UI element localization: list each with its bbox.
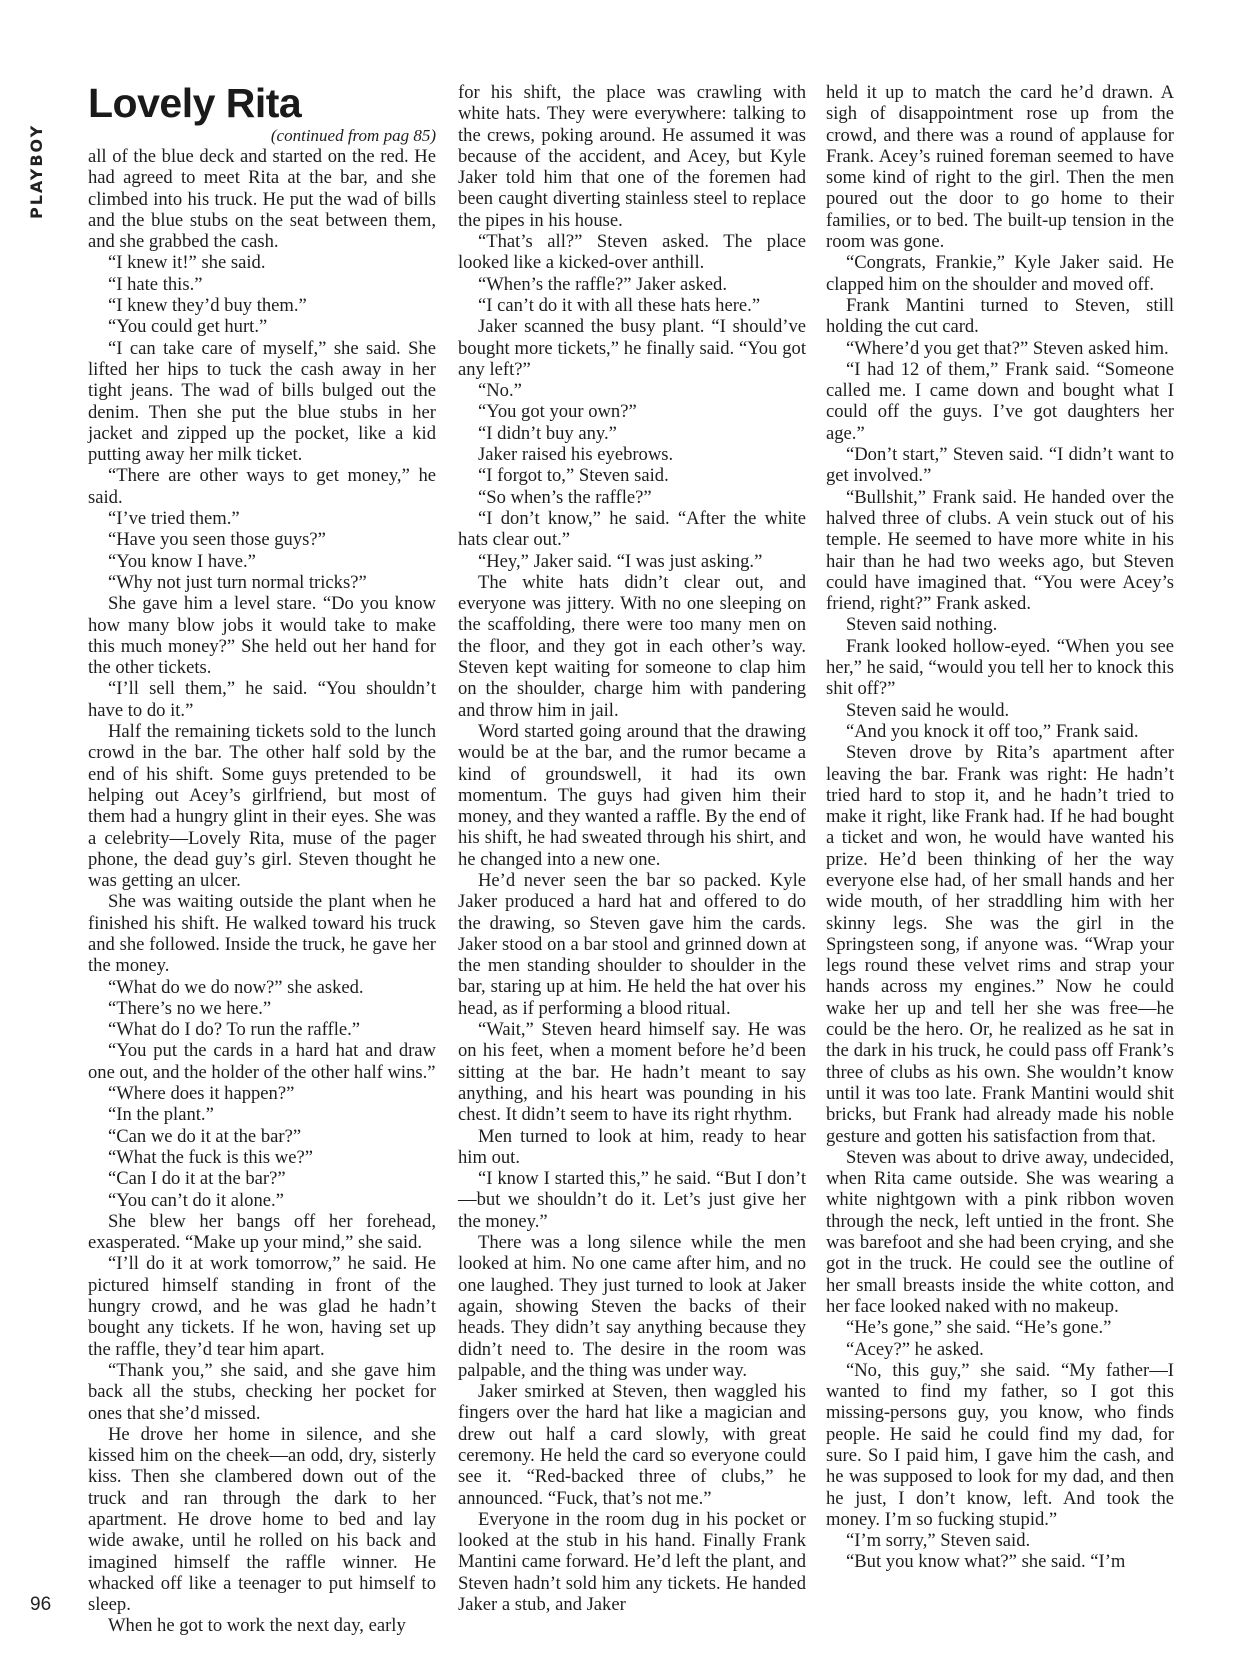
article-column-3	[826, 82, 1174, 1573]
paragraph: “I knew it!” she said.	[108, 252, 266, 274]
paragraph: Men turned to look at him, ready to hear him out.	[458, 1125, 806, 1168]
paragraph: “I hate this.”	[108, 273, 203, 295]
column-3-body	[826, 82, 1174, 1573]
paragraph: She blew her bangs off her forehead, exasperated. “Make up your mind,” she said.	[88, 1210, 436, 1254]
paragraph: “Hey,” Jaker said. “I was just asking.”	[478, 550, 763, 572]
paragraph: She gave him a level stare. “Do you know how many blow jobs it would take to make this much money?” She held out her hand for the other tickets.	[88, 593, 436, 679]
paragraph: Half the remaining tickets sold to the lunch crowd in the bar. The other half sold by the end of his shift. Some guys pretended to be helping out Acey’s girlfriend, but most of them had a hungry glint in their eyes. She was a celebrity—Lovely Rita, muse of the pager phone, the dead guy’s girl. Steven thought he was getting an ulcer.	[88, 721, 436, 892]
magazine-side-label: PLAYBOY	[27, 123, 46, 219]
paragraph: “Bullshit,” Frank said. He handed over the halved three of clubs. A vein stuck out of his temple. He seemed to have more white in his hair than he had two weeks ago, but Steven could have imagined that. “You were Acey’s friend, right?” Frank asked.	[826, 486, 1174, 615]
paragraph: He’d never seen the bar so packed. Kyle Jaker produced a hard hat and offered to do the drawing, so Steven gave him the cards. Jaker stood on a bar stool and grinned down at the men standing shoulder to shoulder in the bar, staring up at him. He held the hat over his head, as if performing a blood ritual.	[458, 869, 806, 1019]
paragraph: Everyone in the room dug in his pocket or looked at the stub in his hand. Finally Frank Mantini came forward. He’d left the plant, and Steven hadn’t sold him any tickets. He handed Jaker a stub, and Jaker	[458, 1508, 806, 1616]
paragraph: “Can we do it at the bar?”	[108, 1125, 302, 1147]
paragraph: “I’ve tried them.”	[108, 508, 240, 530]
paragraph: “I can’t do it with all these hats here.”	[478, 294, 761, 316]
paragraph: Jaker smirked at Steven, then waggled his fingers over the hard hat like a magician and drew out half a card slowly, with great ceremony. He held the card so everyone could see it. “Red-backed three of clubs,” he announced. “Fuck, that’s not me.”	[458, 1381, 806, 1509]
paragraph: for his shift, the place was crawling with white hats. They were everywhere: talking to the crews, poking around. He assumed it was because of the accident, and Acey, but Kyle Jaker told him that one of the foremen had been caught diverting stainless steel to replace the pipes in his house.	[458, 82, 806, 231]
paragraph: all of the blue deck and started on the red. He had agreed to meet Rita at the bar, and she climbed into his truck. He put the wad of bills and the blue stubs on the seat between them, and she grabbed the cash.	[88, 146, 436, 253]
paragraph: There was a long silence while the men looked at him. No one came after him, and no one laughed. They just turned to look at Jaker again, showing Steven the backs of their heads. They didn’t say anything because they didn’t need to. The desire in the room was palpable, and the thing was under way.	[458, 1232, 806, 1381]
paragraph: He drove her home in silence, and she kissed him on the cheek—an odd, dry, sisterly kiss. Then she clambered down out of the truck and ran through the dark to her apartment. He drove home to bed and lay wide awake, until he rolled on his back and imagined himself the raffle winner. He whacked off like a teenager to put himself to sleep.	[88, 1423, 436, 1616]
paragraph: “Wait,” Steven heard himself say. He was on his feet, when a moment before he’d been sitting at the bar. He hadn’t meant to say anything, and his heart was pounding in his chest. It didn’t seem to have its right rhythm.	[458, 1019, 806, 1126]
page-number: 96	[30, 1594, 52, 1615]
paragraph: “You put the cards in a hard hat and draw one out, and the holder of the other half wins.”	[88, 1040, 436, 1083]
paragraph: “Can I do it at the bar?”	[108, 1168, 286, 1190]
paragraph: “What the fuck is this we?”	[108, 1146, 313, 1168]
paragraph: “I’ll sell them,” he said. “You shouldn’t have to do it.”	[88, 678, 436, 721]
paragraph: “Have you seen those guys?”	[108, 529, 326, 551]
paragraph: “I forgot to,” Steven said.	[478, 465, 669, 487]
paragraph: “And you knock it off too,” Frank said.	[846, 720, 1139, 742]
column-1-body	[88, 146, 436, 1637]
paragraph: “Thank you,” she said, and she gave him back all the stubs, checking her pocket for ones that she’d missed.	[88, 1359, 436, 1424]
paragraph: “There’s no we here.”	[108, 997, 272, 1019]
paragraph: “Why not just turn normal tricks?”	[108, 571, 367, 593]
paragraph: “You got your own?”	[478, 401, 637, 423]
paragraph: Frank Mantini turned to Steven, still holding the cut card.	[826, 294, 1174, 338]
paragraph: Jaker raised his eyebrows.	[478, 444, 674, 466]
paragraph: “I don’t know,” he said. “After the white hats clear out.”	[458, 507, 806, 551]
article-column-2	[458, 82, 806, 1615]
paragraph: “I had 12 of them,” Frank said. “Someone called me. I came down and bought what I could off the guys. I’ve got daughters her age.”	[826, 358, 1174, 444]
paragraph: “Where does it happen?”	[108, 1083, 295, 1105]
paragraph: “I’m sorry,” Steven said.	[846, 1530, 1031, 1552]
paragraph: “There are other ways to get money,” he said.	[88, 465, 436, 508]
paragraph: “No.”	[478, 380, 522, 402]
paragraph: Steven drove by Rita’s apartment after leaving the bar. Frank was right: He hadn’t tried hard to stop it, and he hadn’t tried to make it right, like Frank had. If he had bought a ticket and won, he would have wanted his prize. He’d been thinking of her the way everyone else had, of her small hands and her wide mouth, of her straddling him with her skinny legs. She was the girl in the Springsteen song, if anyone was. “Wrap your legs round these velvet rims and strap your hands across my engines.” Now he could wake her up and tell her she was free—he could be the hero. Or, he realized as he sat in the dark in his truck, he could pass off Frank’s three of clubs as his own. She wouldn’t know until it was too late. Frank Mantini would shit bricks, but Frank had already made his noble gesture and gotten his satisfaction from that.	[826, 742, 1174, 1147]
paragraph: “I can take care of myself,” she said. She lifted her hips to tuck the cash away in her tight jeans. The wad of bills bulged out the denim. Then she put the blue stubs in her jacket and zipped up the pocket, like a kid putting away her milk ticket.	[88, 337, 436, 466]
paragraph: “What do we do now?” she asked.	[108, 976, 364, 998]
paragraph: “Congrats, Frankie,” Kyle Jaker said. He clapped him on the shoulder and moved off.	[826, 252, 1174, 295]
paragraph: “He’s gone,” she said. “He’s gone.”	[846, 1317, 1112, 1339]
paragraph: Frank looked hollow-eyed. “When you see her,” he said, “would you tell her to knock this shit off?”	[826, 635, 1174, 700]
paragraph: Steven said nothing.	[846, 614, 998, 636]
paragraph: “You can’t do it alone.”	[108, 1189, 284, 1211]
paragraph: When he got to work the next day, early	[108, 1615, 406, 1637]
paragraph: “You could get hurt.”	[108, 316, 268, 338]
paragraph: “So when’s the raffle?”	[478, 486, 652, 508]
paragraph: “I knew they’d buy them.”	[108, 295, 307, 317]
paragraph: Jaker scanned the busy plant. “I should’ve bought more tickets,” he finally said. “You got any left?”	[458, 316, 806, 380]
continued-note: (continued from pag 85)	[270, 126, 436, 145]
paragraph: “Acey?” he asked.	[846, 1338, 984, 1360]
article-column-1	[88, 82, 436, 1637]
paragraph: Steven said he would.	[846, 699, 1010, 721]
article-title: Lovely Rita	[88, 80, 302, 126]
paragraph: “Where’d you get that?” Steven asked him.	[846, 337, 1169, 359]
paragraph: “No, this guy,” she said. “My father—I wanted to find my father, so I got this missing-persons guy, you know, who finds people. He said he could find my dad, for sure. So I paid him, I gave him the cash, and he was supposed to look for my dad, and then he just, I don’t know, left. And took the money. I’m so fucking stupid.”	[826, 1359, 1174, 1530]
paragraph: “But you know what?” she said. “I’m	[846, 1551, 1126, 1573]
paragraph: “You know I have.”	[108, 550, 256, 572]
paragraph: Steven was about to drive away, undecided, when Rita came outside. She was wearing a white nightgown with a pink ribbon woven through the neck, left untied in the front. She was barefoot and she had been crying, and she got in the truck. He could see the outline of her small breasts inside the white cotton, and her face looked naked with no makeup.	[826, 1146, 1174, 1317]
paragraph: “In the plant.”	[108, 1104, 214, 1126]
paragraph: She was waiting outside the plant when he finished his shift. He walked toward his truck and she followed. Inside the truck, he gave her the money.	[88, 891, 436, 977]
paragraph: “Don’t start,” Steven said. “I didn’t want to get involved.”	[826, 444, 1174, 487]
paragraph: Word started going around that the drawing would be at the bar, and the rumor became a kind of groundswell, it had its own momentum. The guys had given him their money, and they wanted a raffle. By the end of his shift, he had sweated through his shirt, and he changed into a new one.	[458, 720, 806, 870]
paragraph: held it up to match the card he’d drawn. A sigh of disappointment rose up from the crowd, and there was a round of applause for Frank. Acey’s ruined foreman seemed to have some kind of right to the girl. Then the men poured out the door to go home to their families, or to bed. The built-up tension in the room was gone.	[826, 82, 1174, 253]
paragraph: “That’s all?” Steven asked. The place looked like a kicked-over anthill.	[458, 231, 806, 274]
paragraph: “When’s the raffle?” Jaker asked.	[478, 273, 727, 295]
paragraph: “I’ll do it at work tomorrow,” he said. He pictured himself standing in front of the hungry crowd, and he was glad he hadn’t bought any tickets. If he won, having set up the raffle, they’d tear him apart.	[88, 1253, 436, 1360]
paragraph: “I know I started this,” he said. “But I don’t—but we shouldn’t do it. Let’s just give her the money.”	[458, 1168, 806, 1232]
paragraph: The white hats didn’t clear out, and everyone was jittery. With no one sleeping on the scaffolding, there were too many men on the floor, and they got in each other’s way. Steven kept waiting for someone to clap him on the shoulder, charge him with pandering and throw him in jail.	[458, 571, 806, 721]
paragraph: “I didn’t buy any.”	[478, 422, 617, 444]
paragraph: “What do I do? To run the raffle.”	[108, 1019, 361, 1041]
column-2-body	[458, 82, 806, 1615]
